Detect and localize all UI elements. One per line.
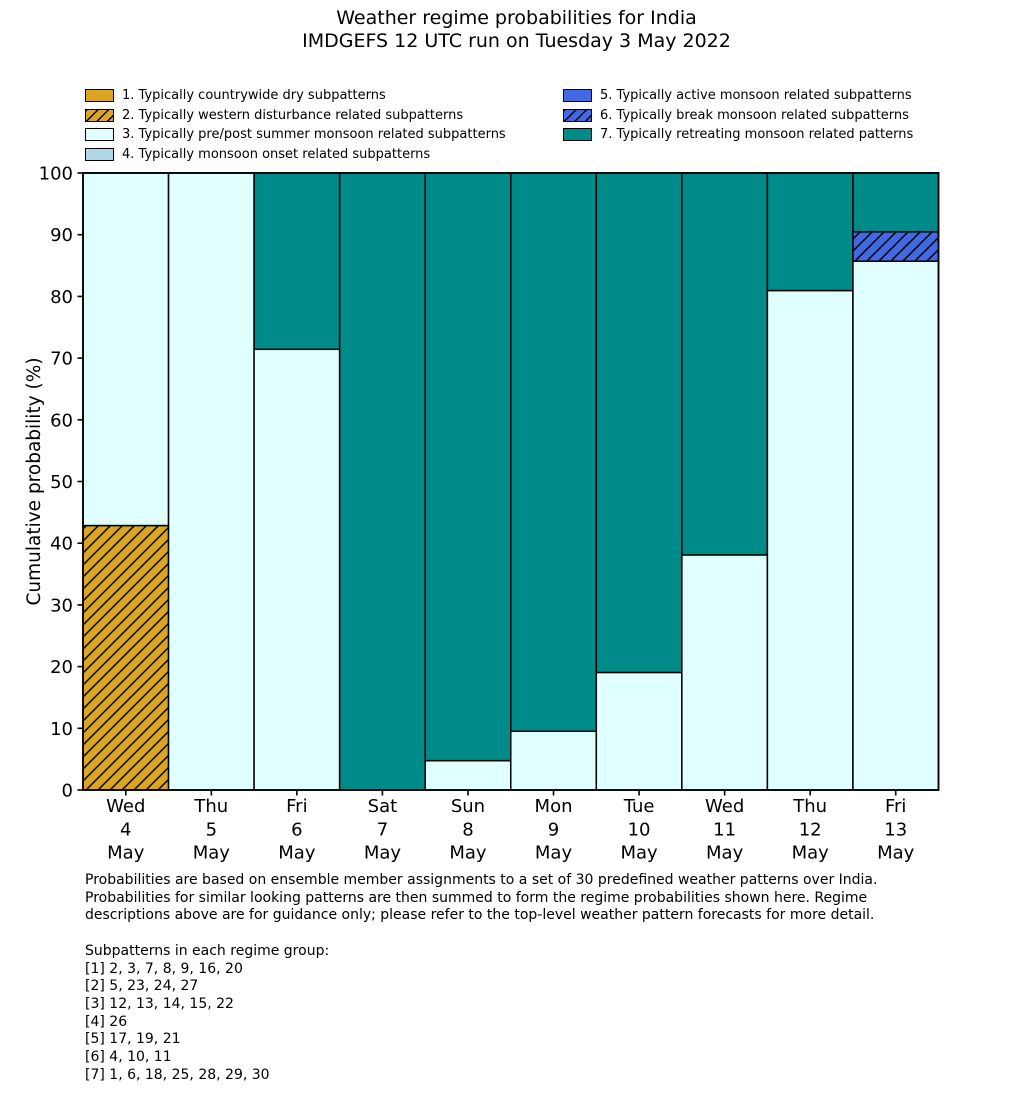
subpattern-group-line: [5] 17, 19, 21 [85, 1031, 181, 1048]
legend-item-label: 5. Typically active monsoon related subpatterns [600, 88, 912, 104]
x-tick-label-month: May [449, 842, 487, 864]
x-tick-label-weekday: Fri [286, 796, 308, 817]
x-tick-label-day: 10 [627, 819, 651, 841]
x-tick-label-day: 4 [120, 819, 132, 841]
legend-item-label: 1. Typically countrywide dry subpatterns [122, 88, 386, 104]
bar-segment-regime-7 [853, 173, 939, 232]
bar-segment-regime-7 [511, 173, 597, 731]
legend-item-label: 7. Typically retreating monsoon related patterns [600, 127, 914, 143]
bar-segment-regime-6 [853, 232, 939, 261]
footer-paragraph-line: Probabilities are based on ensemble member assignments to a set of 30 predefined weather patterns over India. [85, 872, 878, 888]
y-tick-label: 40 [50, 533, 73, 555]
footer-paragraph-line: descriptions above are for guidance only; please refer to the top-level weather pattern forecasts for more detail. [85, 907, 875, 924]
bar-segment-regime-3 [83, 173, 169, 526]
x-tick-label-weekday: Wed [106, 796, 146, 817]
y-axis-label: Cumulative probability (%) [24, 357, 45, 606]
footer-spacer [85, 925, 877, 943]
chart-title-line2: IMDGEFS 12 UTC run on Tuesday 3 May 2022 [302, 30, 731, 52]
y-tick-label: 80 [50, 286, 73, 308]
y-tick-label: 0 [61, 780, 73, 802]
x-tick-label-weekday: Mon [534, 796, 573, 817]
legend-item-label: 3. Typically pre/post summer monsoon related subpatterns [122, 127, 506, 143]
bar-segment-regime-3 [169, 173, 255, 790]
bar-segment-regime-7 [682, 173, 768, 555]
x-tick-label-weekday: Tue [623, 796, 655, 817]
bar-segment-regime-3 [767, 291, 853, 790]
bar-segment-regime-3 [254, 349, 340, 790]
subpattern-group-line: [6] 4, 10, 11 [85, 1049, 172, 1066]
y-tick-label: 100 [38, 163, 73, 185]
y-tick-label: 20 [50, 657, 73, 679]
x-tick-label-weekday: Sun [450, 796, 486, 817]
x-tick-label-day: 5 [205, 819, 218, 841]
x-tick-label-day: 11 [713, 819, 737, 841]
bar-segment-regime-3 [425, 761, 511, 790]
x-tick-label-month: May [534, 842, 573, 864]
bar-segment-regime-3 [596, 672, 682, 790]
bar-segment-regime-2 [83, 526, 169, 790]
bar-segment-regime-3 [853, 261, 939, 790]
bar-segment-regime-3 [682, 555, 768, 790]
bar-segment-regime-7 [425, 173, 511, 761]
subpattern-group-line: [3] 12, 13, 14, 15, 22 [85, 995, 234, 1012]
x-tick-label-month: May [620, 842, 658, 864]
x-tick-label-month: May [363, 842, 402, 864]
x-tick-label-day: 7 [376, 819, 389, 841]
y-tick-label: 30 [50, 595, 73, 617]
y-tick-label: 60 [50, 410, 73, 432]
bar-segment-regime-7 [767, 173, 853, 291]
x-tick-label-weekday: Thu [793, 796, 828, 817]
x-tick-label-month: May [107, 842, 145, 864]
bar-segment-regime-7 [596, 173, 682, 672]
x-tick-label-month: May [278, 842, 316, 864]
legend-item-label: 2. Typically western disturbance related subpatterns [122, 107, 464, 123]
x-tick-label-day: 12 [798, 819, 822, 841]
x-tick-label-month: May [706, 842, 744, 864]
footer-notes [85, 872, 877, 1084]
x-tick-label-weekday: Thu [194, 796, 229, 817]
subpattern-group-line: [4] 26 [85, 1013, 128, 1030]
x-tick-label-day: 8 [462, 819, 474, 841]
x-tick-label-month: May [791, 842, 829, 864]
legend-item-label: 6. Typically break monsoon related subpatterns [600, 107, 909, 123]
legend-item-label: 4. Typically monsoon onset related subpatterns [122, 147, 431, 163]
subpattern-group-line: [2] 5, 23, 24, 27 [85, 978, 199, 995]
x-tick-label-month: May [192, 842, 230, 864]
y-tick-label: 50 [50, 472, 73, 493]
x-tick-label-month: May [877, 842, 915, 864]
y-tick-label: 70 [50, 348, 73, 370]
footer-paragraph-line: Probabilities for similar looking patterns are then summed to form the regime probabilities shown here. Regime [85, 889, 868, 906]
bar-segment-regime-7 [254, 173, 340, 349]
subpattern-group-line: [1] 2, 3, 7, 8, 9, 16, 20 [85, 960, 243, 977]
y-tick-label: 10 [50, 718, 73, 740]
x-tick-label-day: 9 [547, 819, 560, 841]
bar-segment-regime-7 [340, 173, 426, 790]
chart-title-line1: Weather regime probabilities for India [336, 7, 697, 29]
x-tick-label-weekday: Wed [705, 796, 745, 817]
bar-segment-regime-3 [511, 731, 597, 790]
x-tick-label-day: 13 [884, 819, 908, 841]
y-tick-label: 90 [50, 225, 73, 247]
x-tick-label-weekday: Fri [884, 796, 907, 817]
subpattern-group-line: [7] 1, 6, 18, 25, 28, 29, 30 [85, 1066, 270, 1083]
x-tick-label-weekday: Sat [367, 796, 398, 817]
subpatterns-heading: Subpatterns in each regime group: [85, 942, 330, 959]
x-tick-label-day: 6 [291, 819, 303, 841]
